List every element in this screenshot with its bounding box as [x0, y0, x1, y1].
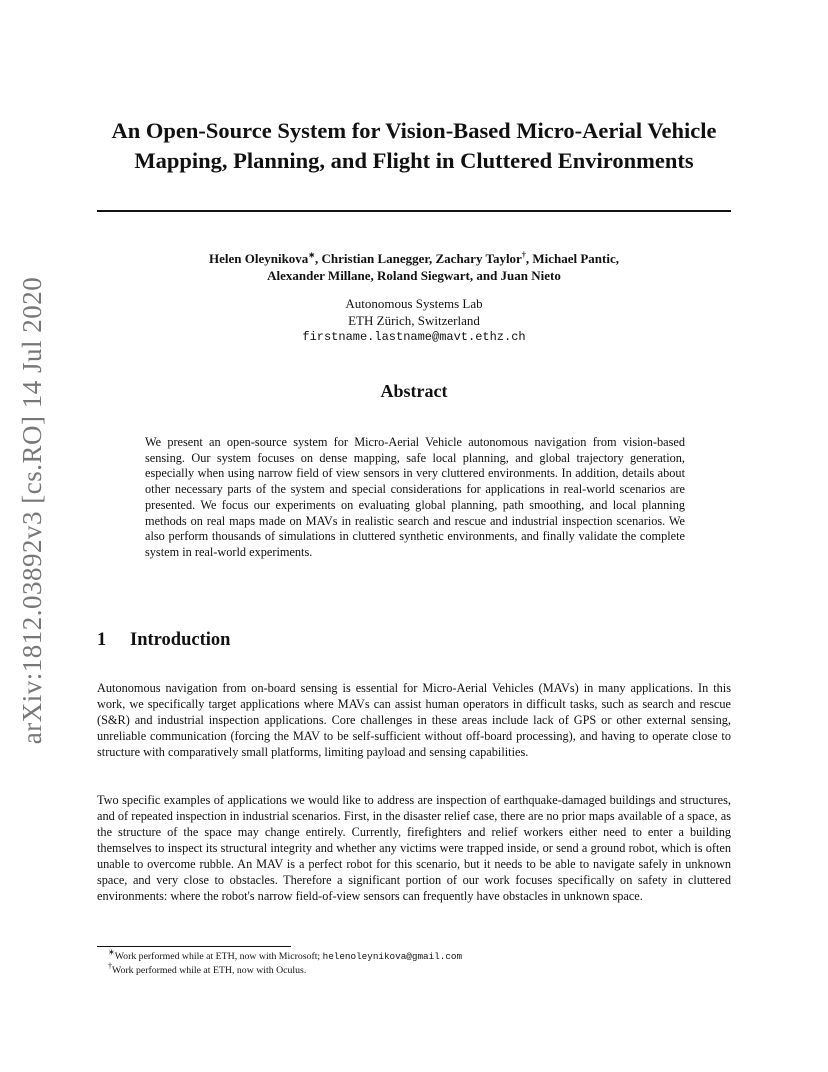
author-name: , Michael Pantic, [525, 251, 619, 266]
arxiv-identifier [6, 276, 60, 744]
arxiv-identifier-text: arXiv:1812.03892v3 [cs.RO] 14 Jul 2020 [17, 276, 48, 744]
footnote-text: Work performed while at ETH, now with Microsoft; [114, 951, 323, 962]
author-line-1 [96, 250, 732, 267]
affiliation-email: firstname.lastname@mavt.ethz.ch [302, 330, 526, 344]
paper-title: An Open-Source System for Vision-Based Micro-Aerial Vehicle Mapping, Planning, and Flight in Cluttered Environments [111, 118, 717, 173]
footnote-mark: † [521, 250, 526, 260]
footnote-2 [108, 961, 728, 978]
footnote-1 [108, 947, 728, 964]
title-rule [97, 210, 731, 212]
author-line-2: Alexander Millane, Roland Siegwart, and Juan Nieto [267, 268, 561, 283]
section-heading [97, 630, 733, 651]
footnote-mark: ∗ [108, 947, 115, 957]
footnotes [108, 947, 728, 977]
affiliation [96, 296, 732, 346]
section-title: Introduction [130, 630, 231, 650]
footnote-email: helenoleynikova@gmail.com [322, 951, 463, 962]
body-paragraph-2: Two specific examples of applications we would like to address are inspection of earthquake-damaged buildings and structures, and of repeated inspection in industrial scenarios. First, in the disaster relief case, there are no prior maps available of a space, as the structure of the space may change entirely. Currently, firefighters and relief workers either need to enter a building themselves to inspect its structural integrity and whether any victims were trapped inside, or send a ground robot, which is often unable to overcome rubble. An MAV is a perfect robot for this scenario, but it needs to be able to navigate safely in unknown space, and very close to obstacles. Therefore a significant portion of our work focuses specifically on safety in cluttered environments: where the robot's narrow field-of-view sensors can frequently have obstacles in unknown space. [97, 793, 731, 903]
footnote-text: Work performed while at ETH, now with Oculus. [112, 964, 307, 976]
footnote-rule [97, 946, 291, 947]
abstract-heading: Abstract [380, 381, 448, 401]
author-name: Helen Oleynikova [209, 251, 309, 266]
affiliation-lab: Autonomous Systems Lab [345, 296, 483, 311]
author-list [96, 250, 732, 284]
author-name: , Christian Lanegger, Zachary Taylor [315, 251, 522, 266]
body-paragraph-1: Autonomous navigation from on-board sensing is essential for Micro-Aerial Vehicles (MAVs) in many applications. In this work, we specifically target applications where MAVs can assist human operators in difficult tasks, such as search and rescue (S&R) and industrial inspection applications. Core challenges in these areas include lack of GPS or other external sensing, unreliable communication (forcing the MAV to be self-sufficient without off-board processing), and having to operate close to structure with comparatively small platforms, limiting payload and sensing capabilities. [97, 681, 731, 759]
affiliation-institution: ETH Zürich, Switzerland [348, 312, 480, 328]
abstract-text: We present an open-source system for Micro-Aerial Vehicle autonomous navigation from vision-based sensing. Our system focuses on dense mapping, safe local planning, and global trajectory generation, especially when using narrow field of view sensors in very cluttered environments. In addition, details about other necessary parts of the system and special considerations for applications in real-world scenarios are presented. We focus our experiments on evaluating global planning, path smoothing, and local planning methods on real maps made on MAVs in realistic search and rescue and industrial inspection scenarios. We also perform thousands of simulations in cluttered synthetic environments, and finally validate the complete system in real-world experiments. [145, 435, 685, 559]
section-number: 1 [97, 630, 107, 650]
footnote-mark: † [108, 961, 112, 971]
footnote-mark: ∗ [308, 250, 316, 260]
